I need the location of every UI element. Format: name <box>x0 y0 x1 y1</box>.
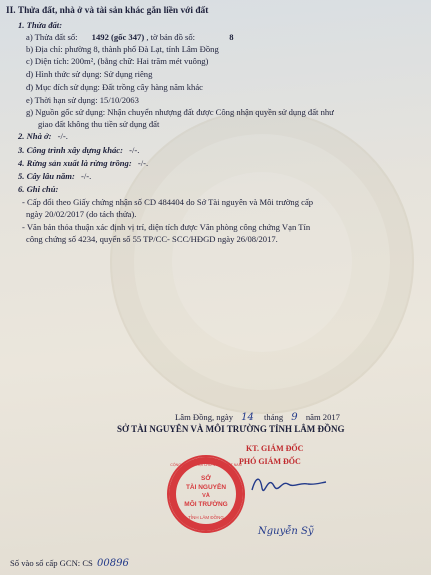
s6-note-2: ngày 20/02/2017 (do tách thửa). <box>26 209 137 219</box>
s4-row <box>18 158 148 168</box>
s5-title: 5. Cây lâu năm: <box>18 171 75 181</box>
register-label: Số vào sổ cấp GCN: CS <box>10 558 93 568</box>
s1-parcel-row <box>26 32 234 42</box>
sign-month-label: tháng <box>264 412 284 422</box>
deputy-director: PHÓ GIÁM ĐỐC <box>239 457 301 466</box>
sign-date <box>175 412 340 423</box>
s4-value: -/-. <box>137 158 149 168</box>
s1-form: d) Hình thức sử dụng: Sử dụng riêng <box>26 69 153 79</box>
s3-value: -/-. <box>129 145 140 155</box>
stamp-bottom-text: TỈNH LÂM ĐỒNG <box>188 515 224 520</box>
s5-row <box>18 171 91 181</box>
s1-area: c) Diện tích: 200m², (bằng chữ: Hai trăm mét vuông) <box>26 56 209 66</box>
sign-year: năm 2017 <box>305 412 340 422</box>
agency-name: SỞ TÀI NGUYÊN VÀ MÔI TRƯỜNG TỈNH LÂM ĐỒNG <box>117 424 345 434</box>
s1-term: e) Thời hạn sử dụng: 15/10/2063 <box>26 95 139 105</box>
kt-director: KT. GIÁM ĐỐC <box>246 444 304 453</box>
stamp-line-3: VÀ <box>202 493 210 499</box>
s2-row <box>18 131 68 141</box>
register-number: 00896 <box>97 558 129 569</box>
s6-note-4: công chứng số 4234, quyển số 55 TP/CC- SCC/HĐGD ngày 26/08/2017. <box>26 234 278 244</box>
stamp-line-2: TÀI NGUYÊN <box>185 484 227 491</box>
stamp-ring-text: CỘNG HÒA XÃ HỘI CHỦ NGHĨA VIỆT NAM <box>170 463 242 467</box>
s6-note-3: - Văn bản thỏa thuận xác định vị trí, diện tích được Văn phòng công chứng Vạn Tín <box>22 222 311 232</box>
s2-value: -/-. <box>57 131 68 141</box>
footer-register <box>10 558 129 569</box>
parcel-value: 1492 (gốc 347) <box>91 32 145 42</box>
stamp-line-1: SỞ <box>201 475 211 482</box>
sign-month: 9 <box>291 412 298 423</box>
s1-origin-2: giao đất không thu tiền sử dụng đất <box>38 119 160 129</box>
sheet-value: 8 <box>229 32 234 42</box>
sign-place: Lâm Đồng, ngày <box>175 412 233 422</box>
s3-title: 3. Công trình xây dựng khác: <box>18 145 123 155</box>
sheet-label: , tờ bản đồ số: <box>146 32 196 42</box>
s1-address: b) Địa chỉ: phường 8, thành phố Đà Lạt, tỉnh Lâm Đồng <box>26 44 219 54</box>
s5-value: -/-. <box>80 171 92 181</box>
s3-row <box>18 145 139 155</box>
section-title: II. Thửa đất, nhà ở và tài sản khác gắn liền với đất <box>6 6 209 16</box>
s2-title: 2. Nhà ở: <box>18 131 52 141</box>
signer-name: Nguyễn Sỹ <box>258 526 314 537</box>
official-seal-stamp <box>167 455 245 533</box>
watermark-emblem <box>110 110 414 414</box>
s6-title: 6. Ghi chú: <box>18 184 59 194</box>
parcel-label: a) Thửa đất số: <box>26 32 78 42</box>
s1-origin-1: g) Nguồn gốc sử dụng: Nhận chuyển nhượng đất được Công nhận quyền sử dụng đất như <box>26 107 334 117</box>
s1-purpose: đ) Mục đích sử dụng: Đất trồng cây hàng năm khác <box>26 82 203 92</box>
stamp-line-4: MÔI TRƯỜNG <box>184 501 228 508</box>
s4-title: 4. Rừng sản xuất là rừng trồng: <box>18 158 132 168</box>
s1-title: 1. Thửa đất: <box>18 20 63 30</box>
s6-note-1: - Cấp đổi theo Giấy chứng nhận số CD 484404 do Sở Tài nguyên và Môi trường cấp <box>22 197 314 207</box>
handwritten-signature <box>248 470 328 500</box>
sign-day: 14 <box>241 412 254 423</box>
